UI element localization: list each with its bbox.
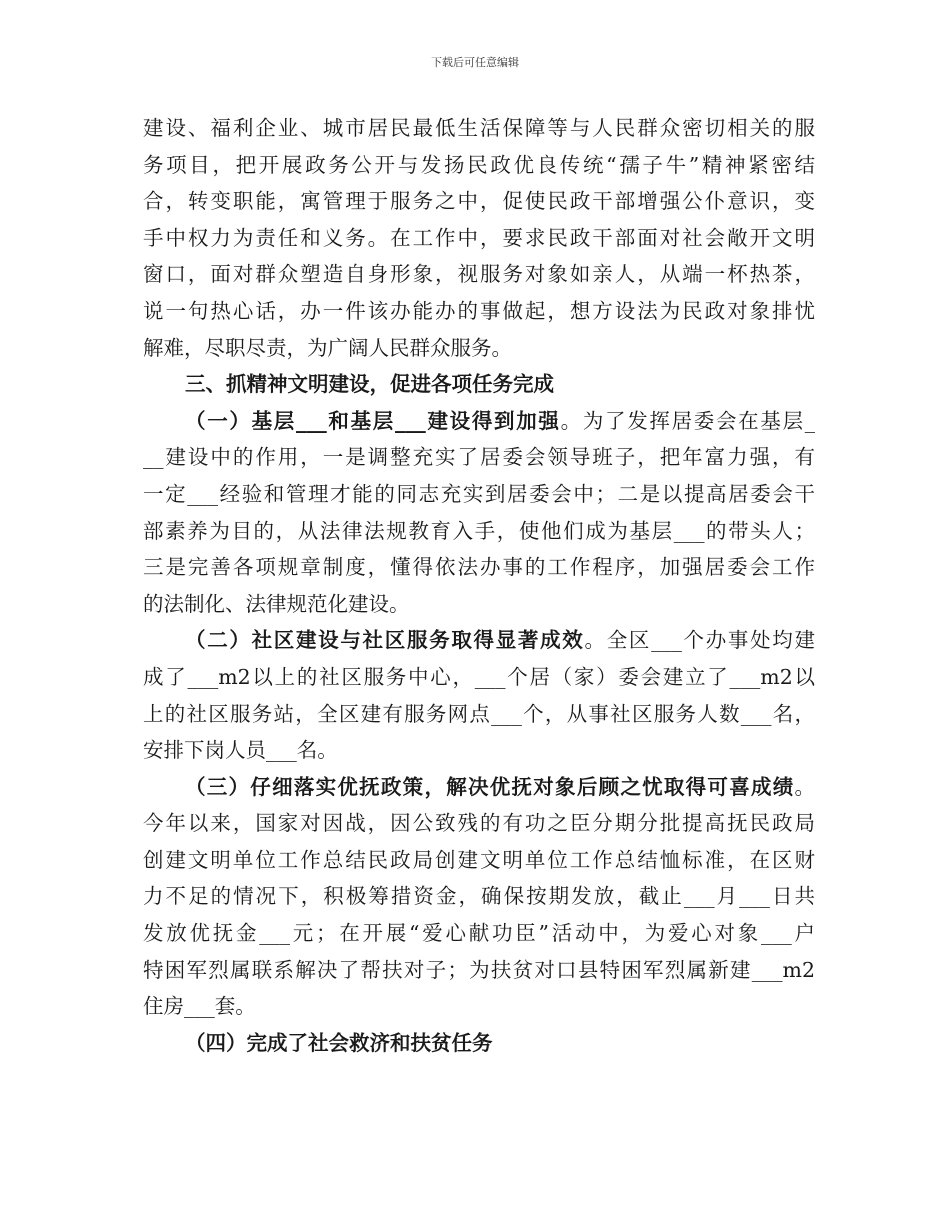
paragraph-line: 力不足的情况下，积极筹措资金，确保按期发放，截止___月___日共: [143, 884, 815, 909]
paragraph-line: 务项目，把开展政务公开与发扬民政优良传统“孺子牛”精神紧密结: [143, 152, 815, 177]
paragraph-line: 合，转变职能，寓管理于服务之中，促使民政干部增强公仆意识，变: [143, 189, 815, 214]
paragraph-line: 特困军烈属联系解决了帮扶对子；为扶贫对口县特困军烈属新建___m2: [143, 957, 815, 982]
subsection-line: [143, 622, 815, 659]
paragraph-line: 住房___套。: [143, 994, 256, 1019]
subsection-heading: （二）社区建设与社区服务取得显著成效: [185, 628, 585, 653]
paragraph-line: 今年以来，国家对因战，因公致残的有功之臣分期分批提高抚民政局: [143, 811, 815, 836]
paragraph-line: 说一句热心话，办一件该办能办的事做起，想方设法为民政对象排忧: [143, 298, 815, 323]
body-text: [143, 110, 815, 1061]
subsection-heading: （四）完成了社会救济和扶贫任务: [185, 1030, 493, 1055]
paragraph-line: 三是完善各项规章制度，懂得依法办事的工作程序，加强居委会工作: [143, 555, 815, 580]
paragraph-text: 。为了发挥居委会在基层_: [560, 408, 816, 433]
paragraph-text: 。全区___个办事处均建: [584, 628, 815, 653]
subsection-line: [143, 769, 815, 806]
paragraph-line: 一定___经验和管理才能的同志充实到居委会中；二是以提高居委会干: [143, 481, 815, 506]
page-header: 下载后可任意编辑: [431, 56, 519, 69]
paragraph-text: 。: [794, 774, 815, 799]
paragraph-line: 建设、福利企业、城市居民最低生活保障等与人民群众密切相关的服: [143, 116, 815, 140]
subsection-heading: （一）基层___和基层___建设得到加强: [185, 408, 561, 433]
paragraph-line: 手中权力为责任和义务。在工作中，要求民政干部面对社会敞开文明: [143, 225, 815, 250]
subsection-line: [143, 403, 815, 440]
paragraph-line: 安排下岗人员___名。: [143, 738, 338, 763]
section-heading: 三、抓精神文明建设，促进各项任务完成: [185, 372, 554, 397]
paragraph-line: 解难，尽职尽责，为广阔人民群众服务。: [143, 335, 512, 360]
paragraph-line: 发放优抚金___元；在开展“爱心献功臣”活动中，为爱心对象___户: [143, 921, 815, 946]
paragraph-line: 创建文明单位工作总结民政局创建文明单位工作总结恤标准，在区财: [143, 847, 815, 872]
paragraph-line: 的法制化、法律规范化建设。: [143, 591, 410, 616]
subsection-heading: （三）仔细落实优抚政策，解决优抚对象后顾之忧取得可喜成绩: [185, 774, 795, 799]
paragraph-line: 上的社区服务站，全区建有服务网点___个，从事社区服务人数___名，: [143, 701, 815, 726]
paragraph-line: 窗口，面对群众塑造自身形象，视服务对象如亲人，从端一杯热茶，: [143, 262, 815, 287]
paragraph-line: __建设中的作用，一是调整充实了居委会领导班子，把年富力强，有: [143, 445, 815, 470]
paragraph-line: 成了___m2以上的社区服务中心，___个居（家）委会建立了___m2以: [143, 664, 815, 689]
paragraph-line: 部素养为目的，从法律法规教育入手，使他们成为基层___的带头人；: [143, 518, 815, 543]
subsection-line: [143, 1025, 815, 1062]
